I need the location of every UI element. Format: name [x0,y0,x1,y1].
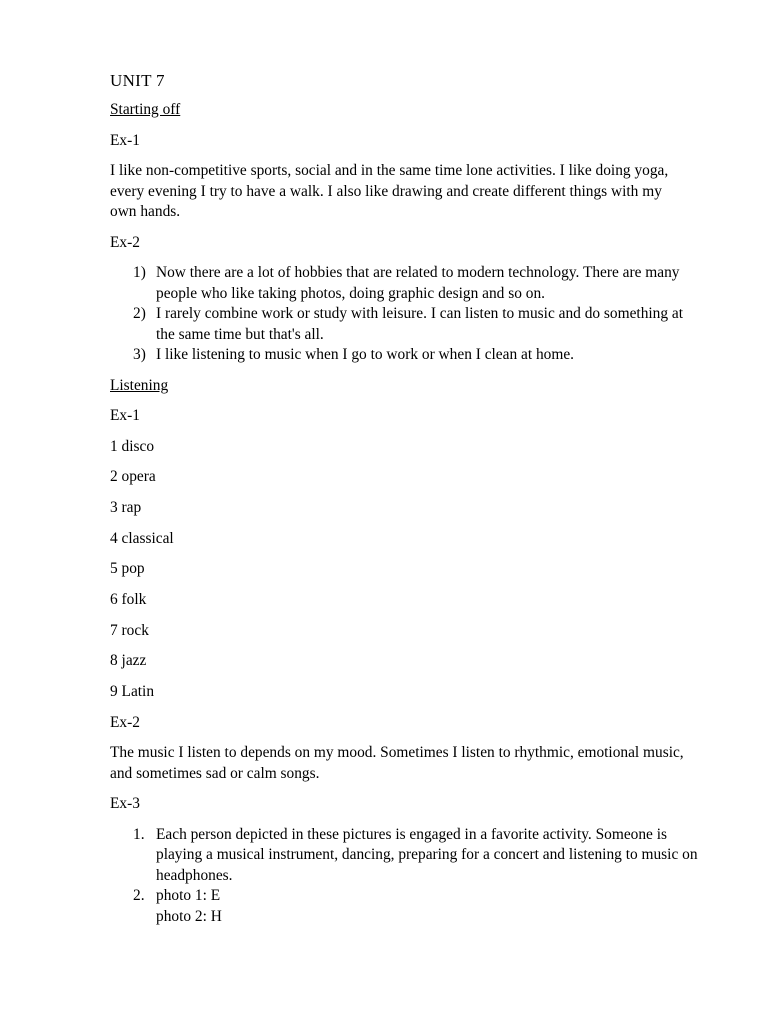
exercise-label: Ex-2 [110,233,140,251]
list-item-marker: 3) [133,346,146,363]
list-item-marker: 1) [133,264,146,281]
list-item-text: photo 1: E [156,887,221,905]
list-item-text: Each person depicted in these pictures is engaged in a favorite activity. Someone is playing a musical instrument, dancing, preparing for a concert and listening to music on headphones. [156,825,698,884]
exercise-label: Ex-1 [110,407,140,424]
genre-item: 9 Latin [110,683,155,700]
list-item-text: I like listening to music when I go to work or when I clean at home. [156,346,575,363]
list-item [110,304,701,345]
list-item-text: photo 2: H [156,907,222,925]
exercise-answer-paragraph: The music I listen to depends on my mood. Sometimes I listen to rhythmic, emotional music, and sometimes sad or calm songs. [110,744,684,782]
list-item [110,825,701,887]
exercise-answer-paragraph: I like non-competitive sports, social and in the same time lone activities. I like doing yoga, every evening I try to have a walk. I also like drawing and create different things with my own hands. [110,162,669,220]
list-item [110,886,701,927]
genre-item: 1 disco [110,437,155,455]
exercise-label: Ex-2 [110,713,140,731]
list-item-text: Now there are a lot of hobbies that are related to modern technology. There are many people who like taking photos, doing graphic design and so on. [156,264,680,302]
list-item [110,263,701,304]
list-item-marker: 2) [133,305,146,322]
list-item [110,345,701,366]
genre-item: 2 opera [110,468,156,486]
list-item-marker: 1. [133,825,145,843]
genre-item: 3 rap [110,498,142,516]
list-item-marker: 2. [133,887,145,905]
genre-item: 4 classical [110,529,174,547]
section-heading-listening: Listening [110,376,169,394]
genre-item: 7 rock [110,621,149,639]
genre-item: 5 pop [110,560,145,578]
unit-title: UNIT 7 [110,71,165,90]
exercise-label: Ex-3 [110,795,140,813]
exercise-answer-list [110,825,710,928]
exercise-label: Ex-1 [110,131,140,149]
section-heading-starting-off: Starting off [110,101,181,118]
exercise-answer-list [110,263,710,366]
genre-item: 8 jazz [110,652,147,670]
document-page [110,70,710,937]
genre-item: 6 folk [110,590,147,608]
list-item-text: I rarely combine work or study with leisure. I can listen to music and do something at the same time but that's all. [156,305,684,343]
